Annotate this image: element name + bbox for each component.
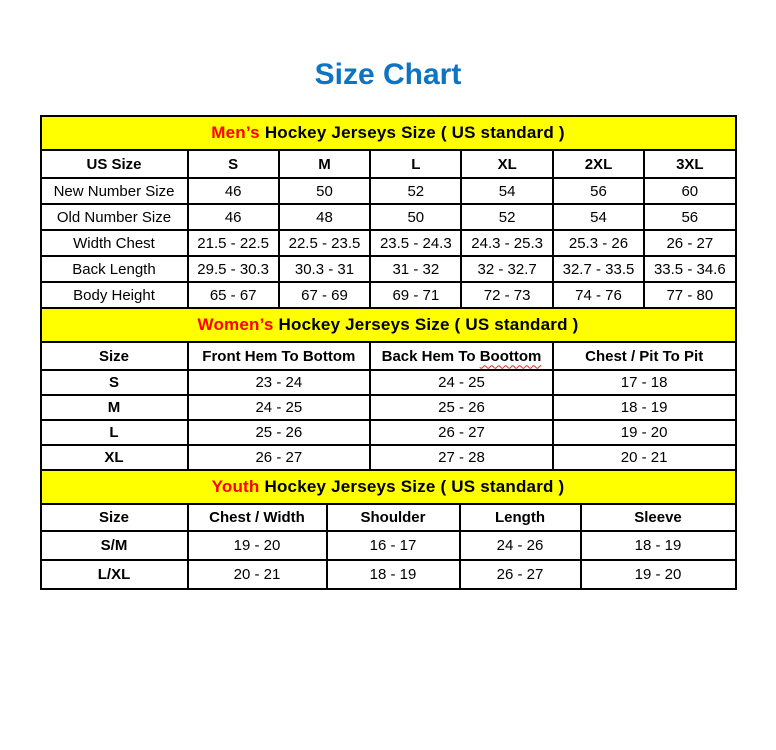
page-title: Size Chart: [314, 58, 462, 91]
cell-value: 26 - 27: [644, 230, 735, 256]
cell-value: 31 - 32: [370, 256, 461, 282]
cell-value: 27 - 28: [370, 445, 553, 470]
mens-table-row: [41, 204, 736, 230]
mens-section-title: [41, 116, 736, 150]
cell-value: 24 - 26: [460, 531, 581, 560]
youth-size-table: [40, 469, 737, 590]
row-label: M: [41, 395, 188, 420]
cell-value: 48: [279, 204, 370, 230]
womens-column-header-row: [41, 342, 736, 370]
cell-value: 26 - 27: [188, 445, 371, 470]
cell-value: 24 - 25: [188, 395, 371, 420]
mens-size-table: [40, 115, 737, 309]
youth-column-header: Chest / Width: [188, 504, 327, 531]
mens-column-header: XL: [461, 150, 552, 178]
youth-column-header: Shoulder: [327, 504, 460, 531]
cell-value: 22.5 - 23.5: [279, 230, 370, 256]
cell-value: 25.3 - 26: [553, 230, 644, 256]
mens-column-header: 3XL: [644, 150, 735, 178]
cell-value: 50: [279, 178, 370, 204]
mens-column-header: US Size: [41, 150, 188, 178]
womens-table-row: [41, 395, 736, 420]
mens-column-header-row: [41, 150, 736, 178]
cell-value: 77 - 80: [644, 282, 735, 308]
womens-column-header: Front Hem To Bottom: [188, 342, 371, 370]
mens-table-row: [41, 178, 736, 204]
cell-value: 54: [553, 204, 644, 230]
row-label: Body Height: [41, 282, 188, 308]
cell-value: 46: [188, 178, 279, 204]
cell-value: 69 - 71: [370, 282, 461, 308]
row-label: New Number Size: [41, 178, 188, 204]
cell-value: 67 - 69: [279, 282, 370, 308]
cell-value: 74 - 76: [553, 282, 644, 308]
womens-section-header-row: [41, 308, 736, 342]
row-label: Width Chest: [41, 230, 188, 256]
mens-column-header: 2XL: [553, 150, 644, 178]
womens-size-table: [40, 307, 737, 471]
womens-table-row: [41, 420, 736, 445]
cell-value: 32.7 - 33.5: [553, 256, 644, 282]
cell-value: 19 - 20: [188, 531, 327, 560]
cell-value: 24 - 25: [370, 370, 553, 395]
cell-value: 18 - 19: [581, 531, 736, 560]
cell-value: 52: [461, 204, 552, 230]
cell-value: 26 - 27: [460, 560, 581, 589]
youth-table-row: [41, 560, 736, 589]
womens-section-title-highlight: Women’s: [197, 315, 274, 334]
cell-value: 23 - 24: [188, 370, 371, 395]
youth-section-title-rest: Hockey Jerseys Size ( US standard ): [264, 477, 565, 496]
womens-table-row: [41, 370, 736, 395]
mens-section-title-rest: Hockey Jerseys Size ( US standard ): [264, 123, 565, 142]
youth-column-header: Size: [41, 504, 188, 531]
cell-value: 32 - 32.7: [461, 256, 552, 282]
row-label: Back Length: [41, 256, 188, 282]
cell-value: 23.5 - 24.3: [370, 230, 461, 256]
youth-section-title-highlight: Youth: [211, 477, 260, 496]
cell-value: 16 - 17: [327, 531, 460, 560]
mens-table-row: [41, 282, 736, 308]
womens-section-title-rest: Hockey Jerseys Size ( US standard ): [278, 315, 579, 334]
cell-value: 20 - 21: [553, 445, 736, 470]
cell-value: 50: [370, 204, 461, 230]
cell-value: 20 - 21: [188, 560, 327, 589]
mens-column-header: S: [188, 150, 279, 178]
cell-value: 56: [644, 204, 735, 230]
cell-value: 17 - 18: [553, 370, 736, 395]
cell-value: 19 - 20: [581, 560, 736, 589]
womens-table-row: [41, 445, 736, 470]
cell-value: 30.3 - 31: [279, 256, 370, 282]
youth-table-row: [41, 531, 736, 560]
cell-value: 26 - 27: [370, 420, 553, 445]
row-label: L: [41, 420, 188, 445]
womens-column-header: Chest / Pit To Pit: [553, 342, 736, 370]
misspelled-word: Boottom: [479, 347, 542, 365]
row-label: S: [41, 370, 188, 395]
cell-value: 24.3 - 25.3: [461, 230, 552, 256]
womens-column-header: Size: [41, 342, 188, 370]
mens-table-row: [41, 230, 736, 256]
cell-value: 56: [553, 178, 644, 204]
womens-section-title: [41, 308, 736, 342]
cell-value: 18 - 19: [327, 560, 460, 589]
cell-value: 19 - 20: [553, 420, 736, 445]
youth-column-header: Sleeve: [581, 504, 736, 531]
cell-value: 25 - 26: [188, 420, 371, 445]
cell-value: 29.5 - 30.3: [188, 256, 279, 282]
cell-value: 65 - 67: [188, 282, 279, 308]
row-label: L/XL: [41, 560, 188, 589]
cell-value: 33.5 - 34.6: [644, 256, 735, 282]
mens-section-title-highlight: Men’s: [211, 123, 260, 142]
cell-value: 60: [644, 178, 735, 204]
cell-value: 21.5 - 22.5: [188, 230, 279, 256]
youth-section-title: [41, 470, 736, 504]
cell-value: 54: [461, 178, 552, 204]
mens-section-header-row: [41, 116, 736, 150]
womens-column-header: Back Hem To Boottom: [370, 342, 553, 370]
mens-column-header: L: [370, 150, 461, 178]
youth-column-header: Length: [460, 504, 581, 531]
row-label: S/M: [41, 531, 188, 560]
row-label: XL: [41, 445, 188, 470]
cell-value: 72 - 73: [461, 282, 552, 308]
mens-table-row: [41, 256, 736, 282]
cell-value: 18 - 19: [553, 395, 736, 420]
cell-value: 46: [188, 204, 279, 230]
size-chart: [40, 115, 737, 590]
row-label: Old Number Size: [41, 204, 188, 230]
cell-value: 52: [370, 178, 461, 204]
youth-section-header-row: [41, 470, 736, 504]
mens-column-header: M: [279, 150, 370, 178]
youth-column-header-row: [41, 504, 736, 531]
cell-value: 25 - 26: [370, 395, 553, 420]
